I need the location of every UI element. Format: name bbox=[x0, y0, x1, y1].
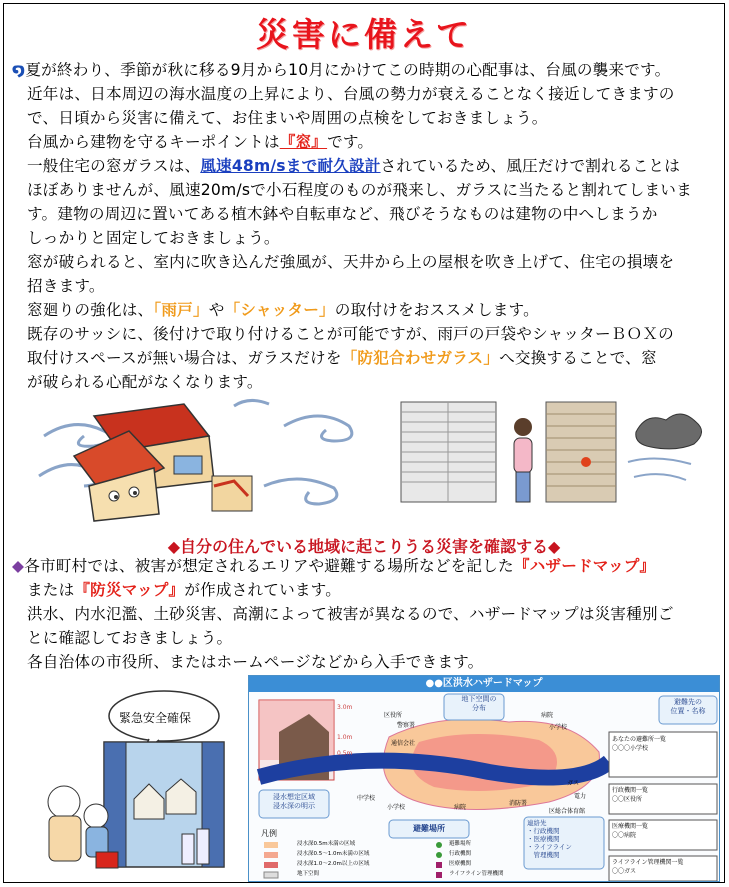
shutter-window-illustration bbox=[396, 392, 706, 512]
callout-line: ・ライフライン bbox=[527, 843, 572, 851]
disaster-map-keyword: 『防災マップ』 bbox=[74, 581, 185, 599]
hazard-map-keyword: 『ハザードマップ』 bbox=[513, 557, 656, 575]
intro-line-10: 招きます。 bbox=[27, 277, 105, 295]
legend-title: 凡例 bbox=[261, 829, 277, 838]
page-title: 災害に備えて bbox=[256, 15, 472, 54]
section2-line-1 bbox=[12, 554, 724, 578]
intro-text-5a: 一般住宅の窓ガラスは、 bbox=[27, 157, 201, 175]
underground-callout bbox=[449, 695, 509, 713]
place-label: ガス bbox=[567, 780, 580, 787]
intro-text-11e: の取付けをおススメします。 bbox=[334, 301, 539, 319]
diamond-bullet-icon: ◆ bbox=[12, 557, 25, 575]
callout-line: 避難先の bbox=[674, 698, 702, 706]
bubble-text: 緊急安全確保 bbox=[119, 711, 192, 725]
intro-line-1 bbox=[12, 58, 724, 82]
legend-left bbox=[297, 839, 369, 879]
depth-label: 1.0m bbox=[337, 734, 353, 741]
shelter-callout bbox=[661, 698, 715, 716]
intro-line-2: 近年は、日本周辺の海水温度の上昇により、台風の勢力が衰えることなく接近してきますの bbox=[27, 85, 675, 103]
intro-text-11c: や bbox=[208, 301, 225, 319]
place-label: 病院 bbox=[454, 804, 467, 811]
section-heading: ◆自分の住んでいる地域に起こりうる災害を確認する◆ bbox=[167, 537, 561, 556]
legend-item: 地下空間 bbox=[297, 871, 320, 877]
intro-line-11 bbox=[27, 298, 729, 322]
intro-text-4c: です。 bbox=[327, 133, 374, 151]
legend-item: 医療機関 bbox=[449, 861, 472, 867]
legend-item: 浸水深0.5〜1.0m未満の区域 bbox=[297, 851, 370, 857]
typhoon-house-illustration bbox=[34, 396, 364, 526]
depth-callout bbox=[261, 793, 327, 811]
section2-text-1a: 各市町村では、被害が想定されるエリアや避難する場所などを記した bbox=[24, 557, 514, 575]
place-label: 病院 bbox=[541, 712, 554, 719]
intro-line-12: 既存のサッシに、後付けで取り付けることが可能ですが、雨戸の戸袋やシャッターＢＯＸの bbox=[27, 325, 674, 343]
laminated-glass-keyword: 「防犯合わせガラス」 bbox=[341, 349, 500, 367]
place-label: 通信会社 bbox=[391, 740, 416, 747]
callout-line: 浸水想定区域 bbox=[273, 793, 315, 801]
place-label: 区総合体育館 bbox=[549, 808, 586, 815]
legend-item: 避難場所 bbox=[449, 841, 472, 847]
intro-line-3: で、日頃から災害に備えて、お住まいや周囲の点検をしておきましょう。 bbox=[27, 109, 548, 127]
legend-right bbox=[449, 839, 504, 879]
callout-line: 連絡先 bbox=[527, 819, 547, 827]
callout-line: 位置・名称 bbox=[670, 707, 706, 715]
intro-line-5 bbox=[27, 154, 729, 178]
place-label: 消防署 bbox=[509, 800, 528, 807]
swirl-icon: ໑ bbox=[12, 60, 26, 80]
list-item: 〇〇〇小学校 bbox=[612, 745, 649, 752]
evac-callout: 避難場所 bbox=[413, 824, 445, 833]
depth-labels bbox=[337, 700, 352, 762]
list-item: 〇〇病院 bbox=[612, 832, 637, 839]
callout-line: 浸水深の明示 bbox=[273, 802, 315, 810]
map-title: ●●区洪水ハザードマップ bbox=[249, 676, 719, 692]
place-label: 小学校 bbox=[549, 724, 568, 731]
section2-line-4: とに確認しておきましょう。 bbox=[27, 629, 233, 647]
legend-item: 浸水深1.0〜2.0m以上の区域 bbox=[297, 861, 370, 867]
callout-line: 分布 bbox=[472, 704, 486, 712]
intro-line-4 bbox=[27, 130, 729, 154]
emergency-kit-icon bbox=[96, 852, 118, 868]
intro-text-4a: 台風から建物を守るキーポイントは bbox=[27, 133, 280, 151]
lifeline-list bbox=[612, 857, 683, 875]
legend-item: 行政機関 bbox=[449, 851, 472, 857]
place-label: 区役所 bbox=[384, 712, 403, 719]
intro-line-7: す。建物の周辺に置いてある植木鉢や自転車など、飛びそうなものは建物の中へしまうか bbox=[27, 205, 658, 223]
depth-label: 3.0m bbox=[337, 704, 353, 711]
medical-list bbox=[612, 821, 648, 839]
list-item: 〇〇区役所 bbox=[612, 796, 643, 803]
section2-line-5: 各自治体の市役所、またはホームページなどから入手できます。 bbox=[27, 653, 484, 671]
intro-line-9: 窓が破られると、室内に吹き込んだ強風が、天井から上の屋根を吹き上げて、住宅の損壊を bbox=[27, 253, 675, 271]
section2-line-3: 洪水、内水氾濫、土砂災害、高潮によって被害が異なるので、ハザードマップは災害種別ご bbox=[27, 605, 674, 623]
intro-line-14: が破られる心配がなくなります。 bbox=[27, 373, 263, 391]
intro-line-13 bbox=[27, 346, 729, 370]
intro-line-8: しっかりと固定しておきましょう。 bbox=[27, 229, 280, 247]
window-keyword: 『窓』 bbox=[279, 133, 328, 151]
section2-text-2a: または bbox=[27, 581, 75, 599]
legend-item: 浸水深0.5m未満の区域 bbox=[297, 841, 356, 847]
list-title: 行政機関一覧 bbox=[612, 787, 649, 794]
intro-text-5c: されているため、風圧だけで割れることは bbox=[380, 157, 681, 175]
callout-line: 管理機関 bbox=[527, 851, 560, 859]
list-title: 医療機関一覧 bbox=[612, 823, 649, 830]
hazard-map bbox=[248, 675, 720, 882]
place-label: 警察署 bbox=[397, 722, 416, 729]
section2-line-2 bbox=[27, 578, 729, 602]
shutter-keyword: 「シャッター」 bbox=[224, 301, 335, 319]
callout-line: ・医療機関 bbox=[527, 835, 560, 843]
intro-text-13a: 取付けスペースが無い場合は、ガラスだけを bbox=[27, 349, 342, 367]
intro-line-6: ほぼありませんが、風速20m/sで小石程度のものが飛来し、ガラスに当たると割れてしまいま bbox=[27, 181, 692, 199]
storm-shutter-keyword: 「雨戸」 bbox=[153, 301, 209, 319]
wind-speed-link[interactable]: 風速48m/sまで耐久設計 bbox=[200, 157, 381, 175]
place-label: 中学校 bbox=[357, 795, 376, 802]
intro-text-1: 夏が終わり、季節が秋に移る9月から10月にかけてこの時期の心配事は、台風の襲来です。 bbox=[25, 61, 671, 79]
list-title: ライフライン管理機関一覧 bbox=[612, 859, 684, 866]
section2-text-2c: が作成されています。 bbox=[184, 581, 342, 599]
place-label: 電力 bbox=[574, 793, 587, 800]
document-page bbox=[3, 3, 725, 883]
helmet-icon bbox=[48, 786, 80, 818]
legend-item: ライフライン管理機関 bbox=[449, 871, 504, 877]
contact-callout bbox=[527, 819, 603, 859]
storm-cloud-icon bbox=[636, 414, 702, 449]
list-item: 〇〇ガス bbox=[612, 868, 637, 875]
admin-list bbox=[612, 785, 648, 803]
callout-line: 地下空間の bbox=[461, 695, 497, 703]
intro-text-13c: へ交換することで、窓 bbox=[499, 349, 657, 367]
depth-label: 0.5m bbox=[337, 750, 353, 757]
shelter-list bbox=[612, 734, 666, 752]
intro-text-11a: 窓廻りの強化は、 bbox=[27, 301, 154, 319]
place-label: 小学校 bbox=[387, 804, 406, 811]
callout-line: ・行政機関 bbox=[527, 827, 560, 835]
list-title: あなたの避難所一覧 bbox=[612, 736, 667, 743]
